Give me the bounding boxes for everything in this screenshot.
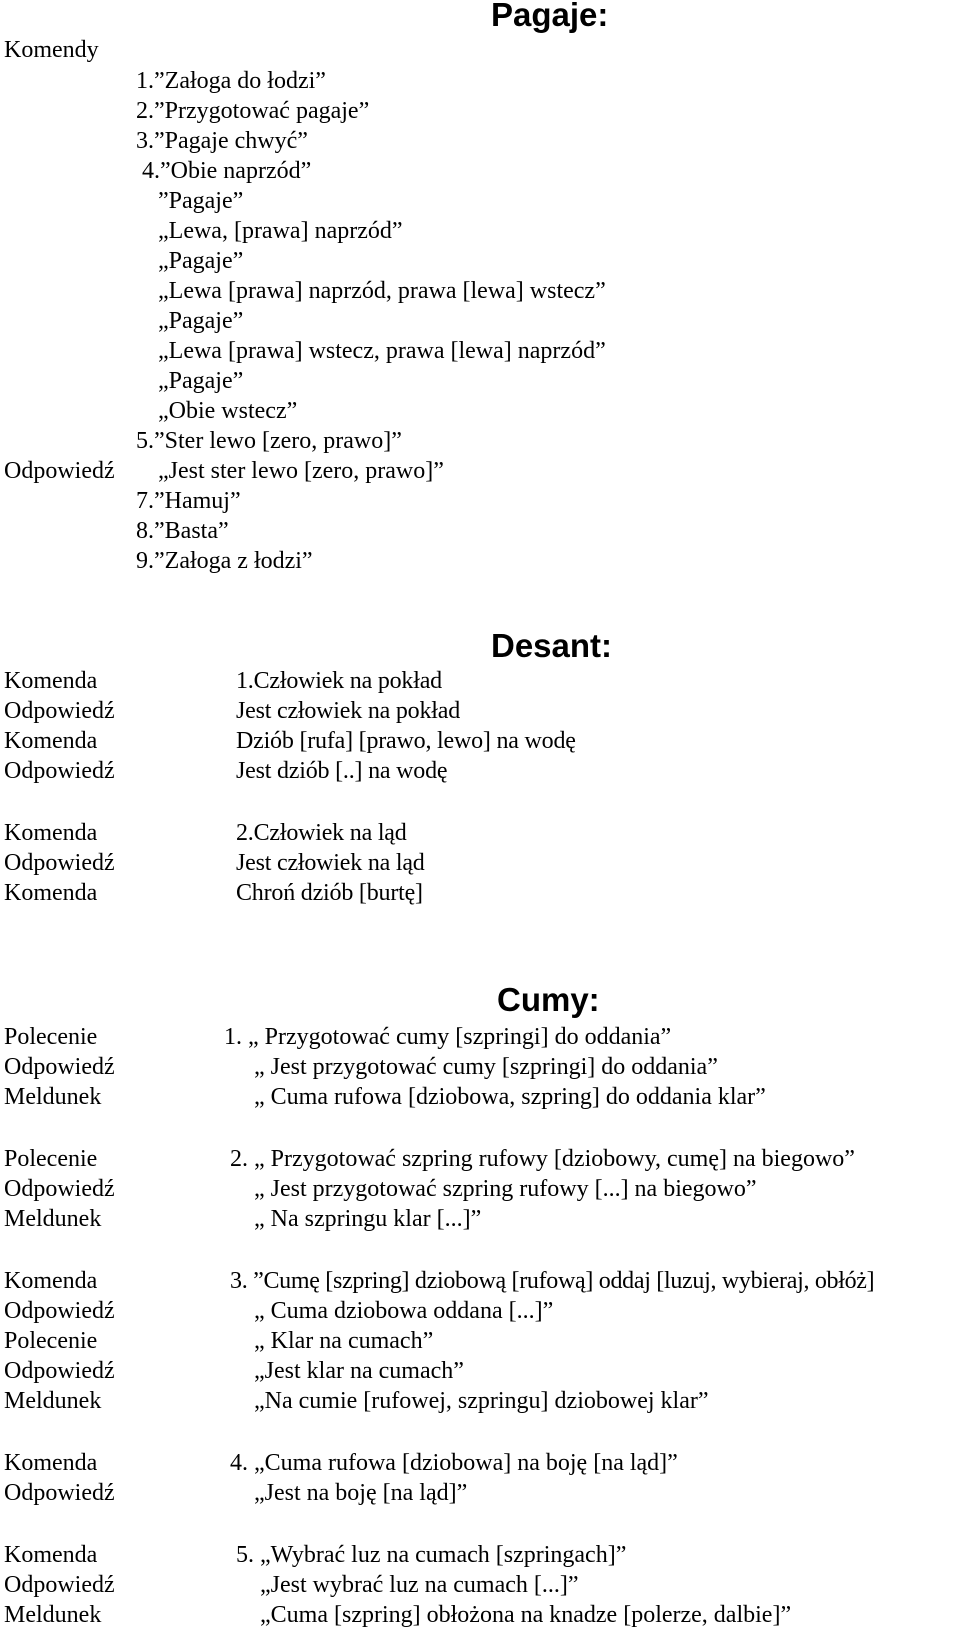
desant-text: Jest dziób [..] na wodę xyxy=(236,758,448,784)
cumy-label: Meldunek xyxy=(4,1602,102,1628)
pagaje-line: 2.”Przygotować pagaje” xyxy=(136,98,370,124)
cumy-text: 3. ”Cumę [szpring] dziobową [rufową] oddaj [luzuj, wybieraj, obłóż] xyxy=(230,1268,875,1294)
pagaje-line: „Jest ster lewo [zero, prawo]” xyxy=(158,458,444,484)
cumy-label: Polecenie xyxy=(4,1328,98,1354)
cumy-label: Meldunek xyxy=(4,1388,102,1414)
pagaje-line: „Lewa [prawa] naprzód, prawa [lewa] wstecz” xyxy=(158,278,606,304)
cumy-label: Komenda xyxy=(4,1542,98,1568)
desant-label: Komenda xyxy=(4,820,98,846)
cumy-label: Odpowiedź xyxy=(4,1480,115,1506)
cumy-text: „ Klar na cumach” xyxy=(254,1328,434,1354)
desant-label: Odpowiedź xyxy=(4,758,115,784)
label-komendy: Komendy xyxy=(4,37,99,63)
cumy-label: Komenda xyxy=(4,1450,98,1476)
pagaje-line: 1.”Załoga do łodzi” xyxy=(136,68,326,94)
cumy-label: Odpowiedź xyxy=(4,1176,115,1202)
label-odpowiedz: Odpowiedź xyxy=(4,458,115,484)
cumy-label: Meldunek xyxy=(4,1084,102,1110)
cumy-label: Polecenie xyxy=(4,1024,98,1050)
desant-label: Odpowiedź xyxy=(4,850,115,876)
cumy-label: Odpowiedź xyxy=(4,1054,115,1080)
cumy-text: 4. „Cuma rufowa [dziobowa] na boję [na ląd]” xyxy=(230,1450,678,1476)
cumy-text: „ Cuma dziobowa oddana [...]” xyxy=(254,1298,554,1324)
section-title-cumy: Cumy: xyxy=(497,981,600,1018)
pagaje-line: 5.”Ster lewo [zero, prawo]” xyxy=(136,428,402,454)
cumy-label: Komenda xyxy=(4,1268,98,1294)
cumy-text: „Jest na boję [na ląd]” xyxy=(254,1480,468,1506)
pagaje-line: 3.”Pagaje chwyć” xyxy=(136,128,308,154)
cumy-text: „Cuma [szpring] obłożona na knadze [polerze, dalbie]” xyxy=(260,1602,792,1628)
cumy-text: „Na cumie [rufowej, szpringu] dziobowej klar” xyxy=(254,1388,709,1414)
desant-label: Komenda xyxy=(4,880,98,906)
desant-text: Dziób [rufa] [prawo, lewo] na wodę xyxy=(236,728,576,754)
pagaje-line: „Pagaje” xyxy=(158,308,244,334)
cumy-text: „ Cuma rufowa [dziobowa, szpring] do oddania klar” xyxy=(254,1084,766,1110)
pagaje-line: ”Pagaje” xyxy=(158,188,244,214)
cumy-label: Odpowiedź xyxy=(4,1298,115,1324)
pagaje-line: 7.”Hamuj” xyxy=(136,488,241,514)
desant-label: Komenda xyxy=(4,728,98,754)
pagaje-line: „Pagaje” xyxy=(158,368,244,394)
pagaje-line: „Obie wstecz” xyxy=(158,398,298,424)
desant-label: Komenda xyxy=(4,668,98,694)
cumy-label: Polecenie xyxy=(4,1146,98,1172)
pagaje-line: „Lewa, [prawa] naprzód” xyxy=(158,218,403,244)
cumy-text: „Jest klar na cumach” xyxy=(254,1358,464,1384)
desant-label: Odpowiedź xyxy=(4,698,115,724)
pagaje-line: 8.”Basta” xyxy=(136,518,229,544)
desant-text: Jest człowiek na ląd xyxy=(236,850,425,876)
cumy-label: Odpowiedź xyxy=(4,1358,115,1384)
desant-text: Jest człowiek na pokład xyxy=(236,698,460,724)
cumy-text: 1. „ Przygotować cumy [szpringi] do oddania” xyxy=(224,1024,672,1050)
section-title-pagaje: Pagaje: xyxy=(491,0,609,33)
cumy-text: „ Na szpringu klar [...]” xyxy=(254,1206,482,1232)
cumy-text: 2. „ Przygotować szpring rufowy [dziobowy, cumę] na biegowo” xyxy=(230,1146,855,1172)
pagaje-line: „Lewa [prawa] wstecz, prawa [lewa] naprzód” xyxy=(158,338,606,364)
pagaje-line: 9.”Załoga z łodzi” xyxy=(136,548,313,574)
pagaje-line: 4.”Obie naprzód” xyxy=(142,158,312,184)
pagaje-line: „Pagaje” xyxy=(158,248,244,274)
cumy-text: „ Jest przygotować cumy [szpringi] do oddania” xyxy=(254,1054,718,1080)
section-title-desant: Desant: xyxy=(491,627,613,664)
desant-text: 2.Człowiek na ląd xyxy=(236,820,407,846)
cumy-label: Meldunek xyxy=(4,1206,102,1232)
cumy-text: „ Jest przygotować szpring rufowy [...] na biegowo” xyxy=(254,1176,757,1202)
desant-text: Chroń dziób [burtę] xyxy=(236,880,423,906)
desant-text: 1.Człowiek na pokład xyxy=(236,668,442,694)
cumy-text: 5. „Wybrać luz na cumach [szpringach]” xyxy=(236,1542,627,1568)
cumy-label: Odpowiedź xyxy=(4,1572,115,1598)
cumy-text: „Jest wybrać luz na cumach [...]” xyxy=(260,1572,579,1598)
